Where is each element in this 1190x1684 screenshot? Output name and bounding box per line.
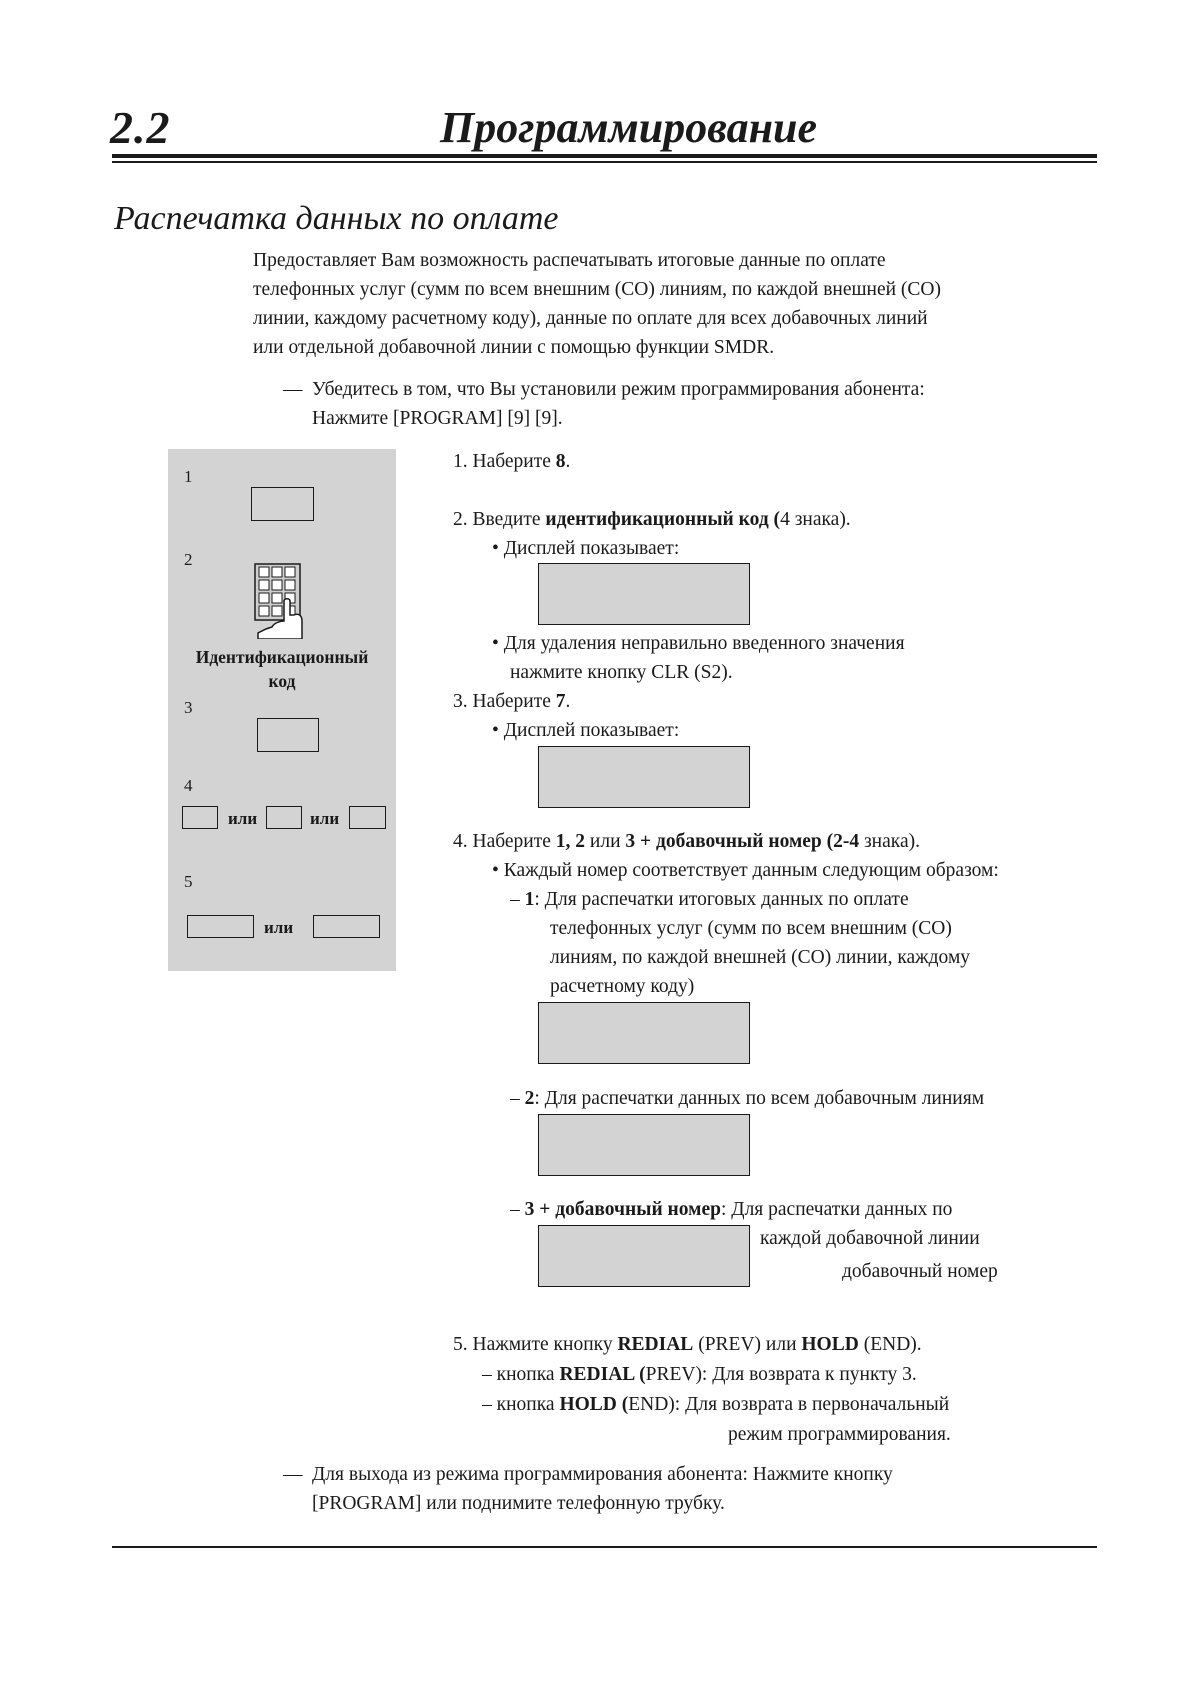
extension-number-label: добавочный номер: [842, 1261, 998, 1282]
panel-id-code-line2: код: [268, 671, 296, 691]
footer-rule: [112, 1546, 1097, 1548]
panel-key-box: [187, 915, 254, 938]
step-4-option-2: – 2: Для распечатки данных по всем добавочным линиям: [510, 1088, 985, 1109]
step-4-bullet: • Каждый номер соответствует данным следующим образом:: [492, 860, 999, 881]
step-4-option-1: – 1: Для распечатки итоговых данных по оплате: [510, 889, 909, 910]
step-5-hold: – кнопка HOLD (END): Для возврата в первоначальный: [482, 1394, 950, 1415]
step-4-option-3: – 3 + добавочный номер: Для распечатки данных по: [510, 1199, 953, 1220]
step-4-option-1-cont: расчетному коду): [550, 976, 695, 997]
section-number: 2.2: [110, 102, 171, 153]
panel-key-box: [182, 806, 218, 829]
intro-line: Предоставляет Вам возможность распечатывать итоговые данные по оплате: [253, 250, 886, 271]
intro-line: линии, каждому расчетному коду), данные по оплате для всех добавочных линий: [253, 308, 928, 329]
panel-or-label: или: [264, 918, 294, 937]
panel-step-number: 1: [184, 467, 193, 486]
pre-note-dash: —: [283, 379, 303, 400]
header-rule: [112, 154, 1097, 158]
page-subtitle: Распечатка данных по оплате: [114, 200, 559, 237]
display-box: [538, 563, 750, 625]
panel-key-box: [349, 806, 386, 829]
step-1: 1. Наберите 8.: [453, 451, 571, 472]
display-box: [538, 1114, 750, 1176]
step-2-bullet-2-cont: нажмите кнопку CLR (S2).: [510, 662, 733, 683]
side-panel: [168, 449, 396, 971]
section-title: Программирование: [440, 103, 818, 152]
display-box: [538, 1225, 750, 1287]
header-rule-thin: [112, 161, 1097, 163]
step-4-option-3-cont: каждой добавочной линии: [760, 1228, 980, 1249]
step-4-option-1-cont: линиям, по каждой внешней (CO) линии, каждому: [550, 947, 971, 968]
post-note-line1: Для выхода из режима программирования абонента: Нажмите кнопку: [312, 1464, 893, 1485]
panel-step-number: 2: [184, 550, 193, 569]
step-4: 4. Наберите 1, 2 или 3 + добавочный номер (2-4 знака).: [453, 831, 920, 852]
panel-key-box: [313, 915, 380, 938]
step-5: 5. Нажмите кнопку REDIAL (PREV) или HOLD (END).: [453, 1334, 922, 1355]
panel-or-label: или: [228, 809, 258, 828]
panel-step-number: 4: [184, 776, 193, 795]
panel-step-number: 3: [184, 698, 193, 717]
step-4-option-1-cont: телефонных услуг (сумм по всем внешним (CO): [550, 918, 952, 939]
panel-key-box: [251, 487, 314, 521]
intro-paragraph: [253, 246, 1093, 362]
keypad-hand-icon: [254, 563, 306, 639]
display-box: [538, 746, 750, 808]
step-5-redial: – кнопка REDIAL (PREV): Для возврата к пункту 3.: [482, 1364, 917, 1385]
panel-id-code-line1: Идентификационный: [195, 647, 369, 667]
panel-key-box: [257, 718, 319, 752]
step-3: 3. Наберите 7.: [453, 691, 571, 712]
display-box: [538, 1002, 750, 1064]
panel-key-box: [266, 806, 302, 829]
panel-step-number: 5: [184, 872, 193, 891]
intro-line: телефонных услуг (сумм по всем внешним (CO) линиям, по каждой внешней (CO): [253, 279, 941, 300]
step-2-bullet: • Дисплей показывает:: [492, 538, 680, 559]
pre-note-line2: Нажмите [PROGRAM] [9] [9].: [312, 408, 563, 429]
step-2-bullet-2: • Для удаления неправильно введенного значения: [492, 633, 905, 654]
intro-line: или отдельной добавочной линии с помощью функции SMDR.: [253, 337, 775, 358]
pre-note-line1: Убедитесь в том, что Вы установили режим программирования абонента:: [312, 379, 925, 400]
post-note-dash: —: [283, 1464, 303, 1485]
step-3-bullet: • Дисплей показывает:: [492, 720, 680, 741]
step-2: 2. Введите идентификационный код (4 знака).: [453, 509, 851, 530]
post-note-line2: [PROGRAM] или поднимите телефонную трубку.: [312, 1493, 725, 1514]
panel-or-label: или: [310, 809, 340, 828]
step-5-hold-cont: режим программирования.: [728, 1424, 951, 1445]
